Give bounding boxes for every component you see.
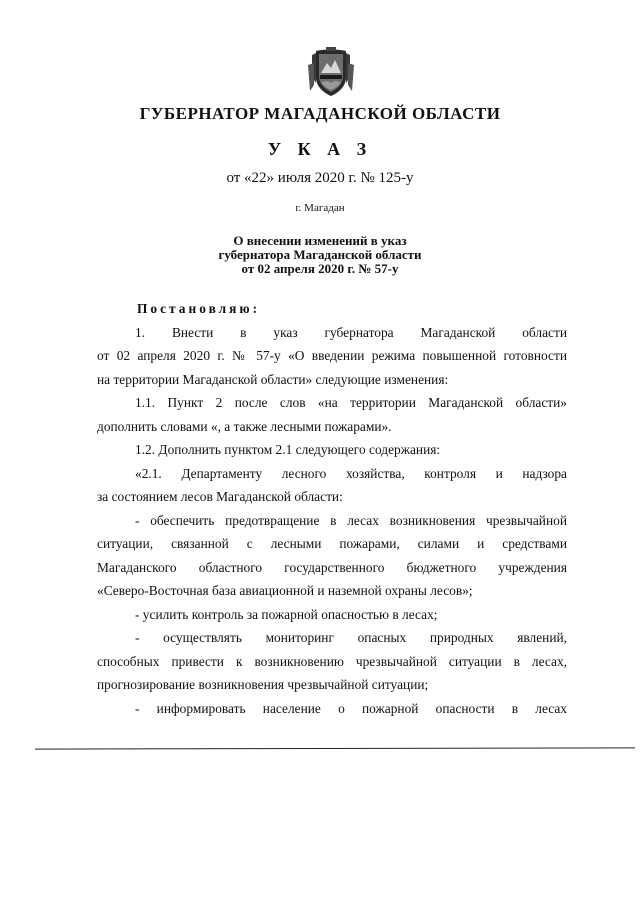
list-item-inform — [97, 697, 567, 721]
text-line: «2.1. Департаменту лесного хозяйства, контроля и надзора — [135, 465, 567, 481]
text-line: на территории Магаданской области» следующие изменения: — [97, 371, 449, 387]
text-line: ситуации, связанной с лесными пожарами, силами и средствами — [97, 536, 567, 551]
document-authority-title: ГУБЕРНАТОР МАГАДАНСКОЙ ОБЛАСТИ — [139, 104, 501, 123]
text-line: за состоянием лесов Магаданской области: — [97, 489, 343, 504]
document-subject — [0, 234, 640, 276]
text-line: от 02 апреля 2020 г. № 57-у «О введении режима повышенной готовности — [97, 348, 567, 363]
subject-line: О внесении изменений в указ — [233, 233, 407, 248]
list-item-control — [97, 603, 567, 627]
list-item-prevention — [97, 509, 567, 603]
list-item-monitoring — [97, 626, 567, 697]
resolve-heading: Постановляю: — [137, 301, 261, 316]
text-line: - информировать население о пожарной опасности в лесах — [135, 700, 567, 716]
text-line: 1.1. Пункт 2 после слов «на территории Магаданской области» — [135, 395, 567, 410]
document-date-number: от «22» июля 2020 г. № 125-у — [226, 170, 414, 186]
text-line: 1. Внести в указ губернатора Магаданской области — [135, 324, 567, 340]
paragraph-2-1 — [97, 462, 567, 509]
text-line: «Северо-Восточная база авиационной и наземной охраны лесов»; — [97, 583, 473, 598]
text-line: Магаданского областного государственного бюджетного учреждения — [97, 559, 567, 575]
text-line: прогнозирование возникновения чрезвычайной ситуации; — [97, 677, 429, 692]
page-bottom-rule — [35, 747, 635, 749]
text-line: - усилить контроль за пожарной опасностью в лесах; — [135, 606, 438, 622]
subject-line: губернатора Магаданской области — [218, 247, 422, 262]
text-line: 1.2. Дополнить пунктом 2.1 следующего содержания: — [135, 442, 441, 457]
coat-of-arms-icon — [304, 47, 358, 99]
text-line: способных привести к возникновению чрезвычайной ситуации в лесах, — [97, 653, 567, 669]
paragraph-1-1 — [97, 391, 567, 438]
text-line: - осуществлять мониторинг опасных природных явлений, — [135, 630, 567, 645]
subject-line: от 02 апреля 2020 г. № 57-у — [241, 261, 399, 276]
text-line: - обеспечить предотвращение в лесах возникновения чрезвычайной — [135, 512, 567, 528]
document-body — [97, 297, 567, 720]
document-city: г. Магадан — [295, 202, 345, 214]
paragraph-1-2 — [97, 438, 567, 462]
paragraph-1 — [97, 321, 567, 392]
text-line: дополнить словами «, а также лесными пожарами». — [97, 418, 392, 434]
document-type: У К А З — [267, 139, 373, 159]
